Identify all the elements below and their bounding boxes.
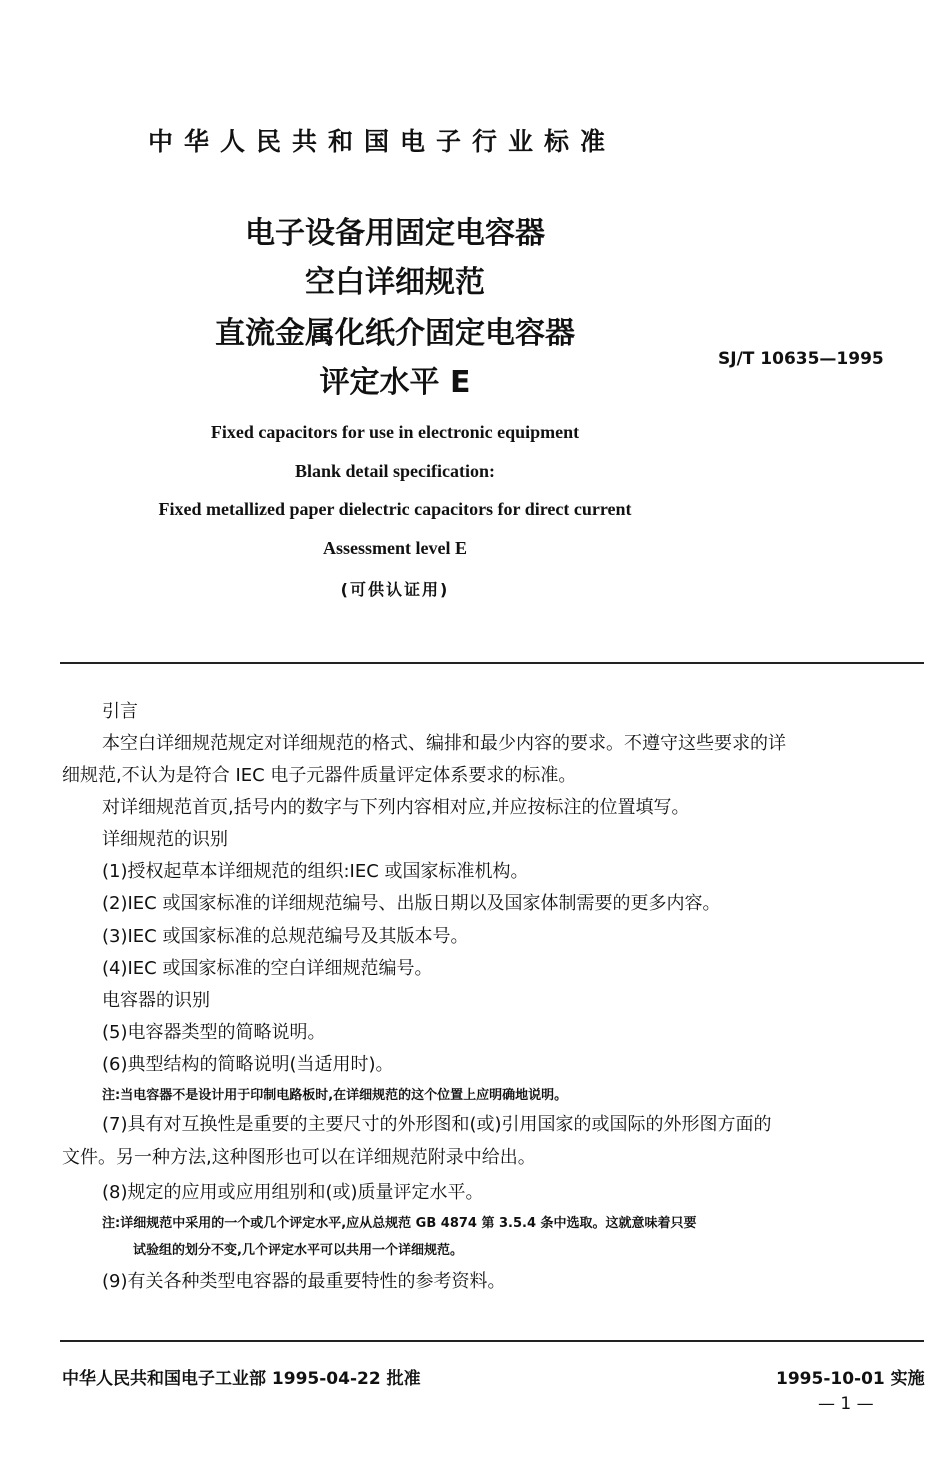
chinese-title-line-1: 电子设备用固定电容器 [245, 216, 545, 251]
section-heading-spec-identification: 详细规范的识别 [102, 829, 228, 850]
section-heading-capacitor-identification: 电容器的识别 [102, 990, 210, 1011]
paragraph-1-line-2: 细规范,不认为是符合 IEC 电子元器件质量评定体系要求的标准。 [62, 765, 577, 786]
paragraph-2: 对详细规范首页,括号内的数字与下列内容相对应,并应按标注的位置填写。 [102, 797, 690, 818]
list-item-9: (9)有关各种类型电容器的最重要特性的参考资料。 [102, 1271, 506, 1292]
footer-divider [60, 1340, 924, 1342]
page-number: — 1 — [818, 1394, 874, 1414]
note-2-line-1: 注:详细规范中采用的一个或几个评定水平,应从总规范 GB 4874 第 3.5.4 条中选取。这就意味着只要 [102, 1216, 697, 1231]
list-item-3: (3)IEC 或国家标准的总规范编号及其版本号。 [102, 926, 469, 947]
paragraph-1-line-1: 本空白详细规范规定对详细规范的格式、编排和最少内容的要求。不遵守这些要求的详 [102, 733, 786, 754]
certification-note: (可供认证用) [340, 580, 450, 599]
note-2-line-2: 试验组的划分不变,几个评定水平可以共用一个详细规范。 [133, 1243, 463, 1258]
english-title-line-4: Assessment level E [323, 538, 467, 558]
english-title-line-1: Fixed capacitors for use in electronic equipment [210, 422, 580, 442]
list-item-1: (1)授权起草本详细规范的组织:IEC 或国家标准机构。 [102, 861, 529, 882]
implementation-date: 1995-10-01 实施 [776, 1369, 925, 1389]
chinese-title-line-3: 直流金属化纸介固定电容器 [215, 316, 575, 351]
list-item-5: (5)电容器类型的简略说明。 [102, 1022, 326, 1043]
list-item-7-line-2: 文件。另一种方法,这种图形也可以在详细规范附录中给出。 [62, 1147, 536, 1168]
list-item-7-line-1: (7)具有对互换性是重要的主要尺寸的外形图和(或)引用国家的或国际的外形图方面的 [102, 1114, 772, 1135]
standard-number: SJ/T 10635—1995 [718, 349, 884, 369]
english-title-line-3: Fixed metallized paper dielectric capacitors for direct current [158, 499, 632, 519]
list-item-2: (2)IEC 或国家标准的详细规范编号、出版日期以及国家体制需要的更多内容。 [102, 893, 721, 914]
list-item-6: (6)典型结构的简略说明(当适用时)。 [102, 1054, 394, 1075]
chinese-title-line-4: 评定水平 E [319, 365, 471, 400]
list-item-4: (4)IEC 或国家标准的空白详细规范编号。 [102, 958, 433, 979]
chinese-title-line-2: 空白详细规范 [305, 265, 485, 300]
intro-heading: 引言 [102, 701, 138, 722]
header-divider [60, 662, 924, 664]
english-title-line-2: Blank detail specification: [294, 461, 495, 481]
issuing-organization: 中华人民共和国电子行业标准 [148, 127, 617, 156]
list-item-8: (8)规定的应用或应用组别和(或)质量评定水平。 [102, 1182, 484, 1203]
note-1: 注:当电容器不是设计用于印制电路板时,在详细规范的这个位置上应明确地说明。 [102, 1088, 568, 1103]
approval-info: 中华人民共和国电子工业部 1995-04-22 批准 [62, 1369, 421, 1389]
